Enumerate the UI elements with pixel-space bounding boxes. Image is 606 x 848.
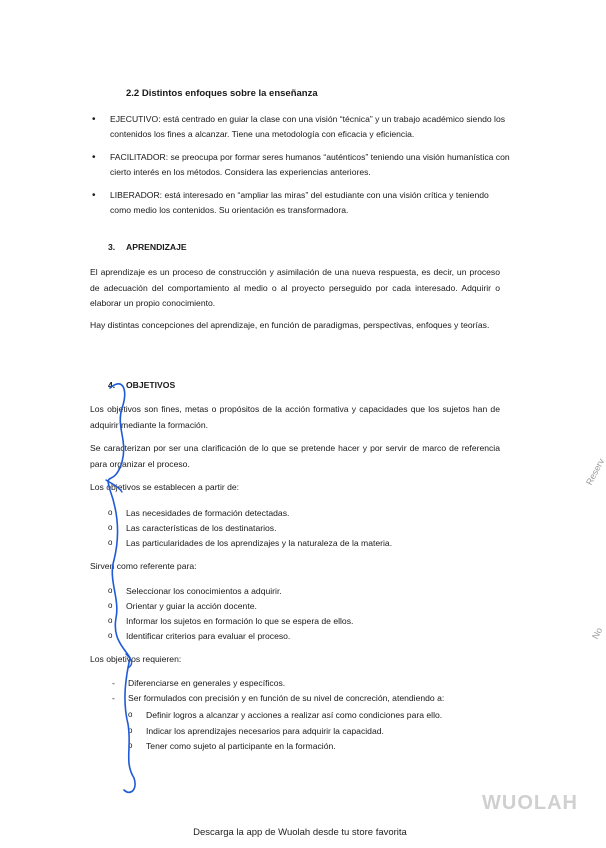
list-item: o Seleccionar los conocimientos a adquirir. xyxy=(108,584,353,599)
wuolah-logo: WUOLAH xyxy=(482,792,578,814)
referente-list xyxy=(108,584,353,644)
list-item: o Definir logros a alcanzar y acciones a realizar así como condiciones para ello. xyxy=(128,708,512,724)
list-item xyxy=(112,691,512,755)
section-4-title: OBJETIVOS xyxy=(126,380,176,390)
section-4-paragraph: Los objetivos son fines, metas o propósitos de la acción formativa y capacidades que los sujetos han de adquirir mediante la formación. xyxy=(90,404,500,430)
list-item: • EJECUTIVO: está centrado en guiar la clase con una visión “técnica” y un trabajo académico siendo los contenidos los fines a alcanzar. Tiene una metodología con eficacia y eficiencia. xyxy=(90,112,510,142)
list-item: o Las necesidades de formación detectadas. xyxy=(108,506,392,521)
establecen-label: Los objetivos se establecen a partir de: xyxy=(90,482,240,492)
list-item: o Las características de los destinatarios. xyxy=(108,521,392,536)
list-item: • LIBERADOR: está interesado en “ampliar las miras” del estudiante con una visión crítica y teniendo como medio los contenidos. Su orientación es transformadora. xyxy=(90,188,510,218)
list-item-text: Diferenciarse en generales y específicos. xyxy=(128,678,286,688)
list-item xyxy=(112,676,512,691)
section-2-2-title: 2.2 Distintos enfoques sobre la enseñanza xyxy=(126,88,318,99)
list-item: o Identificar criterios para evaluar el proceso. xyxy=(108,629,353,644)
list-item: o Tener como sujeto al participante en la formación. xyxy=(128,739,512,755)
list-item: o Informar los sujetos en formación lo que se espera de ellos. xyxy=(108,614,353,629)
list-item: o Indicar los aprendizajes necesarios para adquirir la capacidad. xyxy=(128,724,512,740)
section-4-paragraph: Se caracterizan por ser una clarificación de lo que se pretende hacer y por servir de marco de referencia para organizar el proceso. xyxy=(90,443,500,469)
section-4-number: 4. xyxy=(108,380,116,390)
enfoques-list xyxy=(90,112,510,226)
section-3-heading xyxy=(108,242,187,252)
footer-promo: Descarga la app de Wuolah desde tu store favorita xyxy=(193,827,407,838)
list-item: o Orientar y guiar la acción docente. xyxy=(108,599,353,614)
section-3-number: 3. xyxy=(108,242,116,252)
establecen-list xyxy=(108,506,392,551)
requieren-list xyxy=(112,676,512,755)
section-4-heading xyxy=(108,380,175,390)
list-item: • FACILITADOR: se preocupa por formar seres humanos “auténticos” teniendo una visión humanística con cierto interés en los métodos. Considera las experiencias anteriores. xyxy=(90,150,510,180)
section-3-paragraph: El aprendizaje es un proceso de construcción y asimilación de una nueva respuesta, es decir, un proceso de adecuación del comportamiento al medio o al proyecto perseguido por cada interesado. Adquirir o elaborar un propio conocimiento. xyxy=(90,267,500,308)
requieren-label: Los objetivos requieren: xyxy=(90,654,182,664)
atendiendo-list xyxy=(128,708,512,755)
watermark-side-text: No xyxy=(590,625,605,641)
list-item: o Las particularidades de los aprendizajes y la naturaleza de la materia. xyxy=(108,536,392,551)
section-3-title: APRENDIZAJE xyxy=(126,242,187,252)
list-item-text: Ser formulados con precisión y en función de su nivel de concreción, atendiendo a: xyxy=(128,693,445,703)
referente-label: Sirven como referente para: xyxy=(90,561,197,571)
section-3-paragraph: Hay distintas concepciones del aprendizaje, en función de paradigmas, perspectivas, enfoques y teorías. xyxy=(90,320,490,330)
watermark-side-text: Reserv xyxy=(584,456,606,487)
